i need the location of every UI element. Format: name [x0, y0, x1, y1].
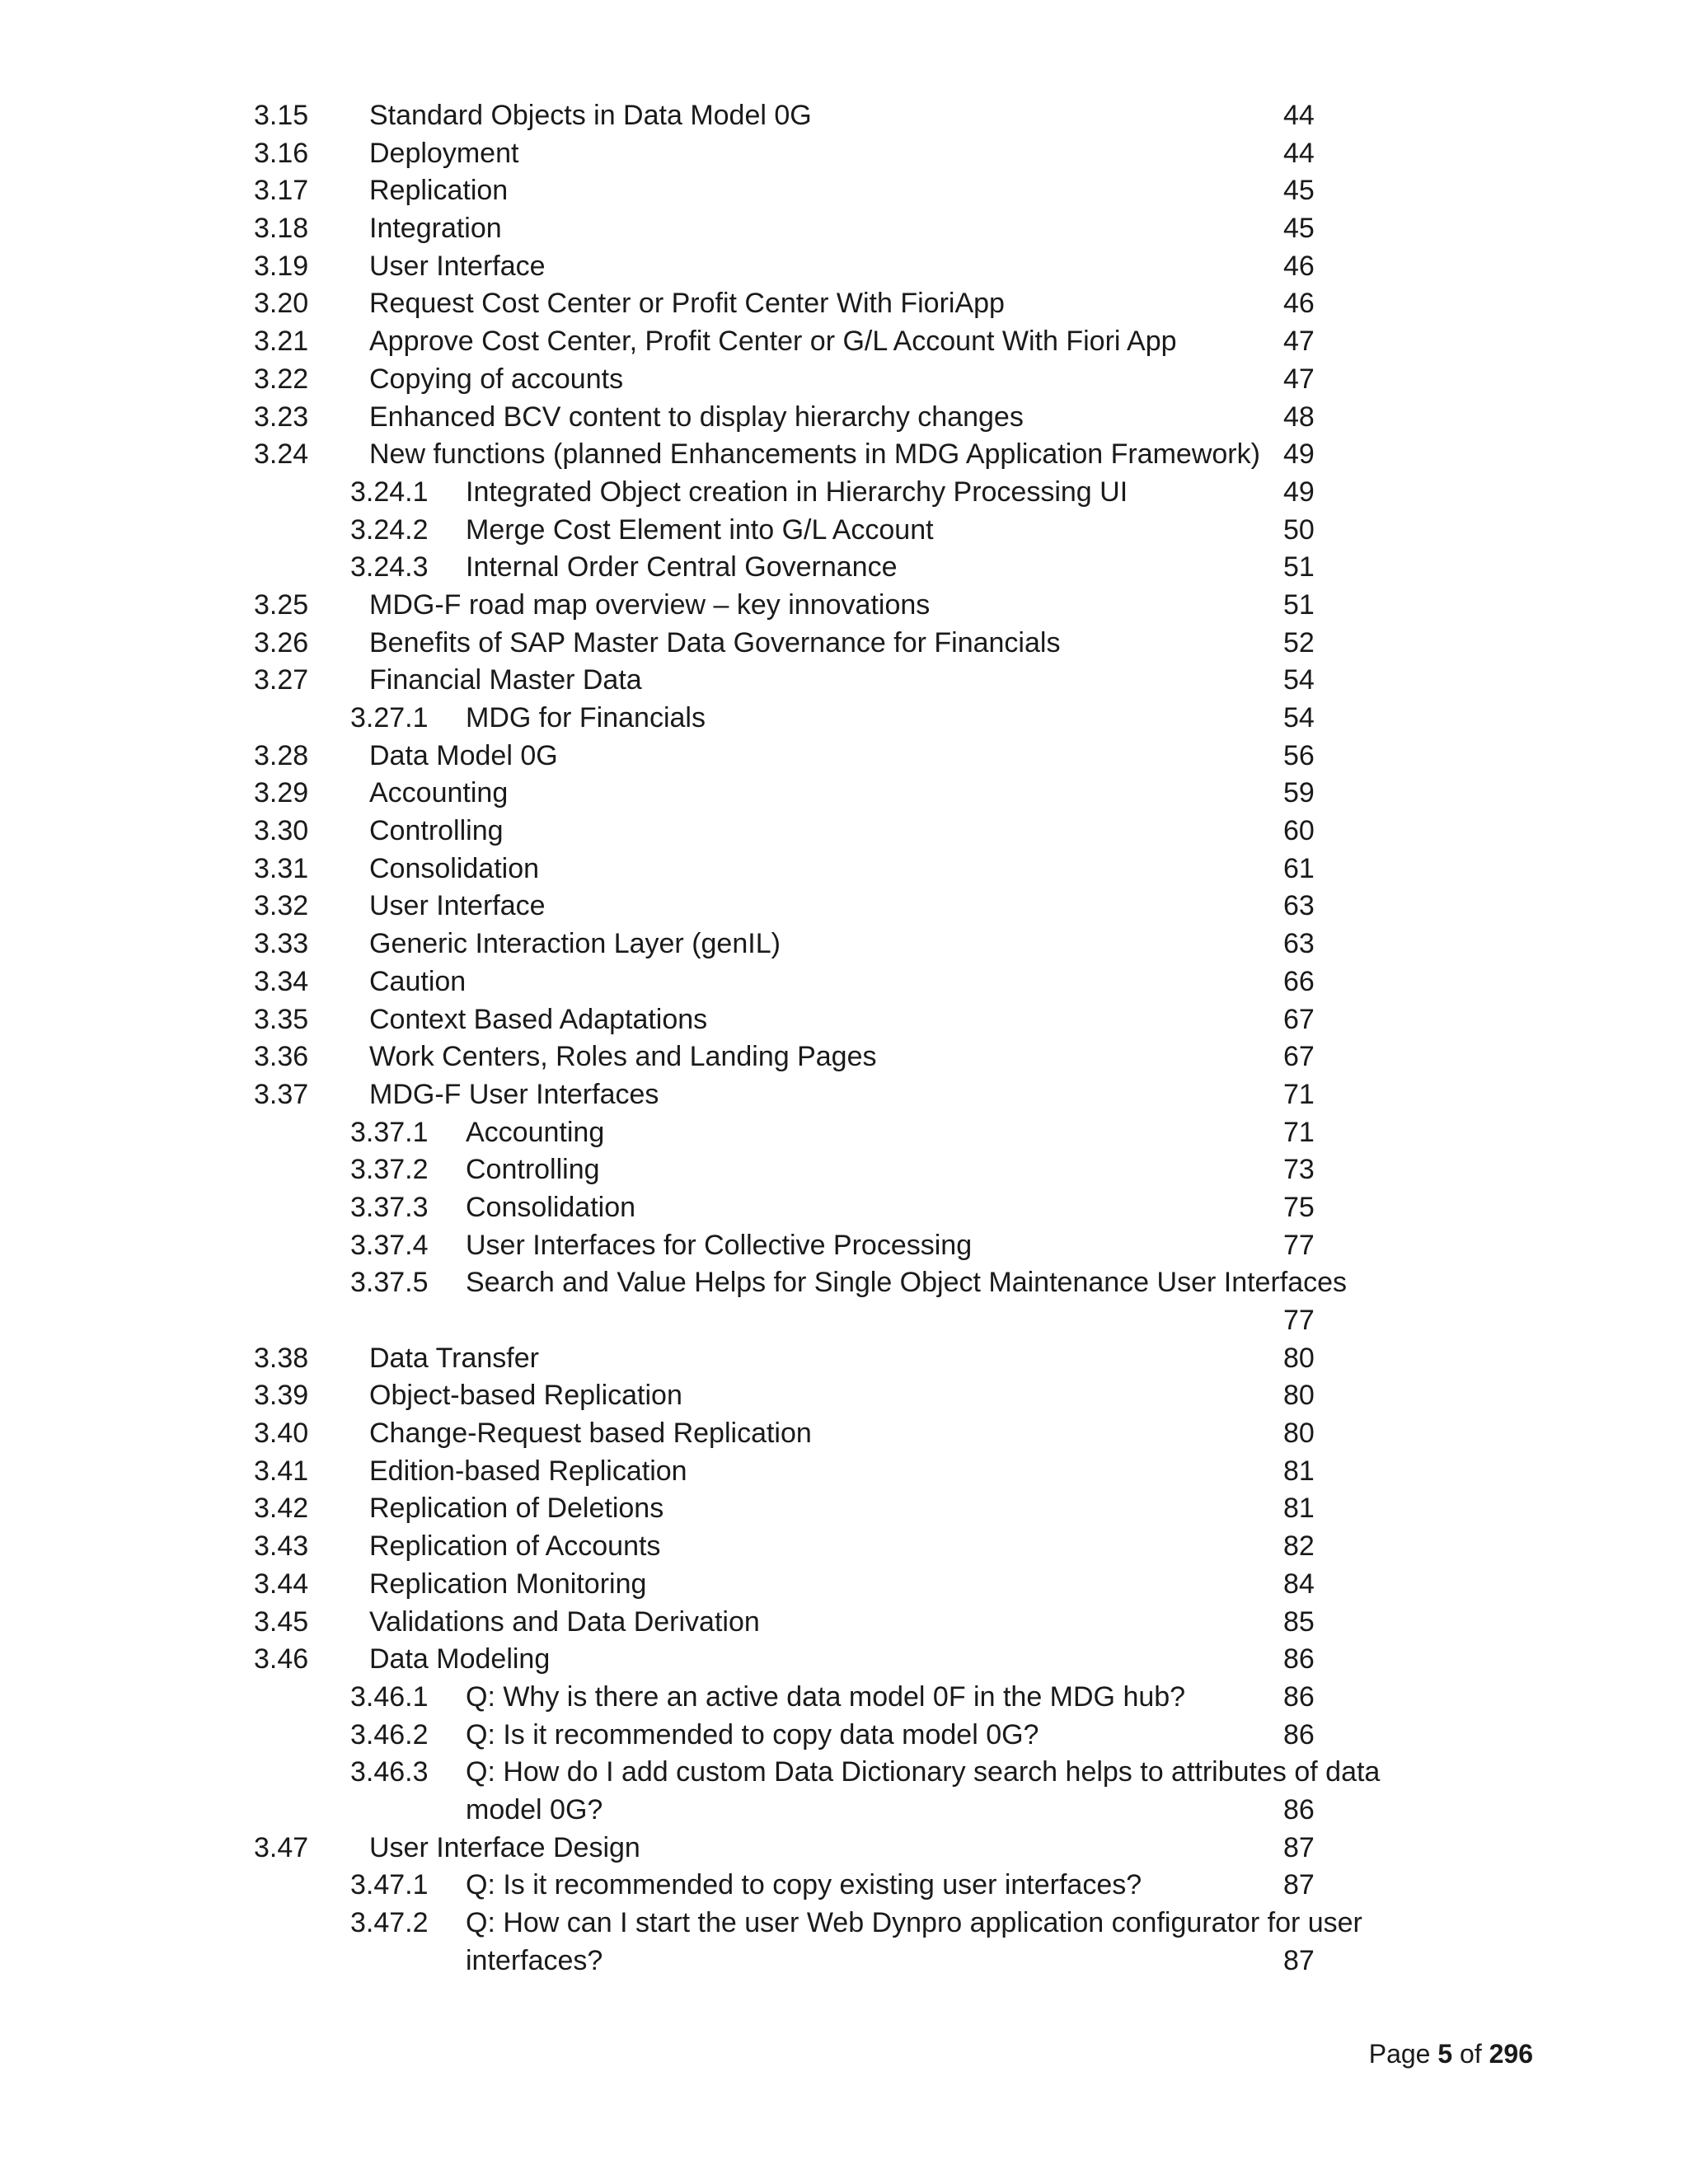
toc-page-number: 86 [1283, 1680, 1315, 1713]
toc-section-title: Accounting [369, 777, 509, 809]
toc-page-number: 63 [1283, 928, 1315, 960]
toc-section-number: 3.24 [254, 438, 309, 471]
toc-section-title: Q: Is it recommended to copy data model 0G? [466, 1718, 1039, 1750]
toc-section-title: New functions (planned Enhancements in MDG Application Framework) [369, 438, 1260, 471]
toc-entry[interactable] [0, 1566, 1688, 1604]
toc-entry[interactable] [0, 1038, 1688, 1076]
toc-subentry[interactable] [0, 1867, 1688, 1905]
toc-entry[interactable] [0, 1453, 1688, 1491]
toc-section-title-continued: model 0G? [466, 1793, 603, 1825]
toc-section-title: MDG-F User Interfaces [369, 1078, 659, 1110]
toc-entry[interactable] [0, 1340, 1688, 1378]
toc-section-title: User Interfaces for Collective Processing [466, 1229, 973, 1261]
toc-subentry[interactable] [0, 1754, 1688, 1829]
toc-page-number: 51 [1283, 551, 1315, 583]
toc-section-title: Validations and Data Derivation [369, 1605, 760, 1638]
toc-entry[interactable] [0, 587, 1688, 625]
toc-page-number: 45 [1283, 175, 1315, 207]
toc-section-number: 3.18 [254, 213, 309, 245]
toc-section-title: Object-based Replication [369, 1380, 682, 1412]
current-page-number: 5 [1437, 2039, 1453, 2069]
page-label: Page [1368, 2039, 1431, 2069]
toc-page-number: 84 [1283, 1568, 1315, 1600]
toc-section-number: 3.46 [254, 1643, 309, 1675]
toc-section-number: 3.32 [254, 890, 309, 922]
toc-section-number: 3.35 [254, 1003, 309, 1035]
toc-section-title: MDG-F road map overview – key innovations [369, 588, 931, 621]
toc-page-number: 80 [1283, 1418, 1315, 1450]
toc-page-number: 66 [1283, 965, 1315, 997]
toc-section-title: Replication of Deletions [369, 1493, 664, 1525]
toc-section-title: Data Modeling [369, 1643, 551, 1675]
toc-entry[interactable] [0, 775, 1688, 813]
toc-entry[interactable] [0, 662, 1688, 700]
toc-subentry[interactable] [0, 1227, 1688, 1265]
toc-section-number: 3.41 [254, 1455, 309, 1487]
toc-page-number: 49 [1283, 476, 1315, 508]
toc-section-number: 3.39 [254, 1380, 309, 1412]
toc-page-number: 47 [1283, 363, 1315, 395]
toc-page-number: 59 [1283, 777, 1315, 809]
toc-section-title: Replication Monitoring [369, 1568, 647, 1600]
toc-section-number: 3.21 [254, 326, 309, 358]
toc-entry[interactable] [0, 963, 1688, 1001]
toc-section-title: Edition-based Replication [369, 1455, 687, 1487]
toc-page-number: 63 [1283, 890, 1315, 922]
toc-page-number: 81 [1283, 1455, 1315, 1487]
toc-entry[interactable] [0, 172, 1688, 210]
toc-section-title: Replication of Accounts [369, 1530, 661, 1563]
toc-entry[interactable] [0, 1001, 1688, 1039]
toc-entry[interactable] [0, 851, 1688, 888]
toc-subentry[interactable] [0, 512, 1688, 550]
total-pages-number: 296 [1489, 2039, 1533, 2069]
toc-section-number: 3.47.1 [350, 1869, 429, 1901]
toc-page-number: 81 [1283, 1493, 1315, 1525]
toc-section-title: Q: Is it recommended to copy existing user interfaces? [466, 1869, 1142, 1901]
toc-section-number: 3.28 [254, 739, 309, 771]
toc-page-number: 45 [1283, 213, 1315, 245]
toc-page-number: 87 [1283, 1869, 1315, 1901]
toc-section-title: User Interface Design [369, 1831, 640, 1863]
page-footer [1369, 2037, 1533, 2070]
toc-section-number: 3.31 [254, 852, 309, 884]
toc-section-title: Consolidation [466, 1191, 636, 1223]
toc-page-number: 77 [1283, 1229, 1315, 1261]
toc-section-number: 3.24.1 [350, 476, 429, 508]
toc-entry[interactable] [0, 436, 1688, 474]
toc-section-number: 3.20 [254, 288, 309, 320]
toc-page-number: 86 [1283, 1643, 1315, 1675]
toc-entry[interactable] [0, 361, 1688, 399]
toc-section-number: 3.34 [254, 965, 309, 997]
toc-section-title: Caution [369, 965, 467, 997]
toc-section-number: 3.24.2 [350, 513, 429, 546]
toc-page-number: 86 [1283, 1793, 1315, 1825]
toc-page-number: 54 [1283, 702, 1315, 733]
toc-section-title: Request Cost Center or Profit Center With FioriApp [369, 288, 1005, 320]
toc-section-number: 3.37.3 [350, 1191, 429, 1223]
toc-subentry[interactable] [0, 1905, 1688, 1980]
toc-page-number: 46 [1283, 288, 1315, 320]
toc-page-number: 61 [1283, 852, 1315, 884]
toc-section-number: 3.19 [254, 250, 309, 282]
toc-section-title: Merge Cost Element into G/L Account [466, 513, 934, 546]
toc-entry[interactable] [0, 888, 1688, 926]
toc-section-title: User Interface [369, 250, 546, 282]
toc-section-number: 3.46.2 [350, 1718, 429, 1750]
toc-section-title: Controlling [369, 815, 504, 847]
toc-section-number: 3.37.4 [350, 1229, 429, 1261]
toc-page-number: 67 [1283, 1003, 1315, 1035]
toc-section-number: 3.15 [254, 100, 309, 131]
toc-entry[interactable] [0, 625, 1688, 663]
toc-section-title: Benefits of SAP Master Data Governance for Financials [369, 626, 1061, 658]
toc-section-title: Search and Value Helps for Single Object Maintenance User Interfaces [466, 1267, 1348, 1299]
toc-section-number: 3.42 [254, 1493, 309, 1525]
toc-entry[interactable] [0, 1377, 1688, 1415]
toc-section-number: 3.27 [254, 664, 309, 696]
table-of-contents [0, 97, 1688, 1980]
toc-page-number: 54 [1283, 664, 1315, 696]
toc-section-title: Enhanced BCV content to display hierarchy changes [369, 401, 1024, 433]
toc-page-number: 77 [1283, 1305, 1315, 1336]
toc-entry[interactable] [0, 926, 1688, 963]
toc-entry[interactable] [0, 738, 1688, 776]
toc-section-number: 3.33 [254, 928, 309, 960]
toc-subentry[interactable] [0, 1114, 1688, 1152]
toc-entry[interactable] [0, 285, 1688, 323]
toc-section-number: 3.22 [254, 363, 309, 395]
toc-subentry[interactable] [0, 1151, 1688, 1189]
toc-entry[interactable] [0, 248, 1688, 286]
toc-entry[interactable] [0, 210, 1688, 248]
toc-subentry[interactable] [0, 700, 1688, 738]
toc-section-number: 3.29 [254, 777, 309, 809]
toc-section-title: Integration [369, 213, 502, 245]
toc-section-title: Internal Order Central Governance [466, 551, 898, 583]
toc-section-title: Controlling [466, 1154, 600, 1186]
toc-page-number: 80 [1283, 1380, 1315, 1412]
toc-section-number: 3.16 [254, 137, 309, 169]
toc-entry[interactable] [0, 1490, 1688, 1528]
toc-section-number: 3.23 [254, 401, 309, 433]
toc-page-number: 46 [1283, 250, 1315, 282]
toc-entry[interactable] [0, 323, 1688, 361]
toc-section-title: Replication [369, 175, 509, 207]
toc-entry[interactable] [0, 1830, 1688, 1868]
toc-page-number: 60 [1283, 815, 1315, 847]
toc-page-number: 44 [1283, 100, 1315, 131]
toc-page-number: 75 [1283, 1191, 1315, 1223]
toc-section-number: 3.47.2 [350, 1907, 429, 1939]
toc-section-number: 3.45 [254, 1605, 309, 1638]
toc-section-title: Q: How can I start the user Web Dynpro application configurator for user [466, 1907, 1362, 1939]
toc-page-number: 73 [1283, 1154, 1315, 1186]
toc-section-title: User Interface [369, 890, 546, 922]
toc-section-title: Accounting [466, 1116, 605, 1148]
toc-section-number: 3.37 [254, 1078, 309, 1110]
toc-subentry[interactable] [0, 1189, 1688, 1227]
toc-section-title: Work Centers, Roles and Landing Pages [369, 1041, 877, 1073]
toc-entry[interactable] [0, 97, 1688, 135]
toc-section-title: Approve Cost Center, Profit Center or G/L Account With Fiori App [369, 326, 1177, 358]
toc-section-number: 3.36 [254, 1041, 309, 1073]
toc-subentry[interactable] [0, 1717, 1688, 1755]
toc-entry[interactable] [0, 1076, 1688, 1114]
toc-section-number: 3.25 [254, 588, 309, 621]
toc-entry[interactable] [0, 1415, 1688, 1453]
toc-section-number: 3.37.5 [350, 1267, 429, 1299]
toc-page-number: 56 [1283, 739, 1315, 771]
toc-entry[interactable] [0, 399, 1688, 437]
toc-section-number: 3.26 [254, 626, 309, 658]
toc-page-number: 86 [1283, 1718, 1315, 1750]
toc-page-number: 48 [1283, 401, 1315, 433]
toc-page-number: 49 [1283, 438, 1315, 471]
toc-subentry[interactable] [0, 549, 1688, 587]
toc-entry[interactable] [0, 813, 1688, 851]
toc-page-number: 50 [1283, 513, 1315, 546]
toc-section-title: MDG for Financials [466, 702, 706, 733]
toc-page-number: 71 [1283, 1078, 1315, 1110]
toc-section-title-continued: interfaces? [466, 1944, 603, 1976]
toc-page-number: 52 [1283, 626, 1315, 658]
toc-section-title: Q: Why is there an active data model 0F in the MDG hub? [466, 1680, 1186, 1713]
toc-section-title: Context Based Adaptations [369, 1003, 708, 1035]
toc-section-title: Data Transfer [369, 1342, 539, 1374]
toc-page-number: 47 [1283, 326, 1315, 358]
toc-page-number: 85 [1283, 1605, 1315, 1638]
toc-page-number: 67 [1283, 1041, 1315, 1073]
toc-entry[interactable] [0, 1604, 1688, 1642]
of-label: of [1460, 2039, 1482, 2069]
toc-section-number: 3.43 [254, 1530, 309, 1563]
toc-entry[interactable] [0, 1641, 1688, 1679]
toc-page-number: 44 [1283, 137, 1315, 169]
toc-section-title: Financial Master Data [369, 664, 642, 696]
toc-page-number: 87 [1283, 1831, 1315, 1863]
toc-section-number: 3.24.3 [350, 551, 429, 583]
toc-page-number: 80 [1283, 1342, 1315, 1374]
toc-section-title: Generic Interaction Layer (genIL) [369, 928, 781, 960]
toc-entry[interactable] [0, 135, 1688, 173]
toc-entry[interactable] [0, 1528, 1688, 1566]
toc-section-number: 3.46.1 [350, 1680, 429, 1713]
toc-section-title: Integrated Object creation in Hierarchy Processing UI [466, 476, 1128, 508]
toc-section-number: 3.27.1 [350, 702, 429, 733]
toc-page-number: 87 [1283, 1944, 1315, 1976]
toc-page-number: 82 [1283, 1530, 1315, 1563]
toc-section-number: 3.38 [254, 1342, 309, 1374]
toc-section-number: 3.44 [254, 1568, 309, 1600]
toc-section-title: Q: How do I add custom Data Dictionary search helps to attributes of data [466, 1756, 1381, 1788]
toc-page-number: 51 [1283, 588, 1315, 621]
toc-section-number: 3.46.3 [350, 1756, 429, 1788]
toc-section-title: Consolidation [369, 852, 540, 884]
toc-subentry[interactable] [0, 1264, 1688, 1339]
toc-section-number: 3.30 [254, 815, 309, 847]
toc-section-number: 3.37.1 [350, 1116, 429, 1148]
toc-section-number: 3.40 [254, 1418, 309, 1450]
toc-section-title: Standard Objects in Data Model 0G [369, 100, 812, 131]
toc-subentry[interactable] [0, 474, 1688, 512]
toc-page-number: 71 [1283, 1116, 1315, 1148]
toc-section-title: Copying of accounts [369, 363, 624, 395]
toc-section-title: Deployment [369, 137, 519, 169]
toc-section-title: Data Model 0G [369, 739, 558, 771]
toc-section-title: Change-Request based Replication [369, 1418, 812, 1450]
toc-section-number: 3.17 [254, 175, 309, 207]
toc-section-number: 3.37.2 [350, 1154, 429, 1186]
toc-section-number: 3.47 [254, 1831, 309, 1863]
toc-subentry[interactable] [0, 1679, 1688, 1717]
